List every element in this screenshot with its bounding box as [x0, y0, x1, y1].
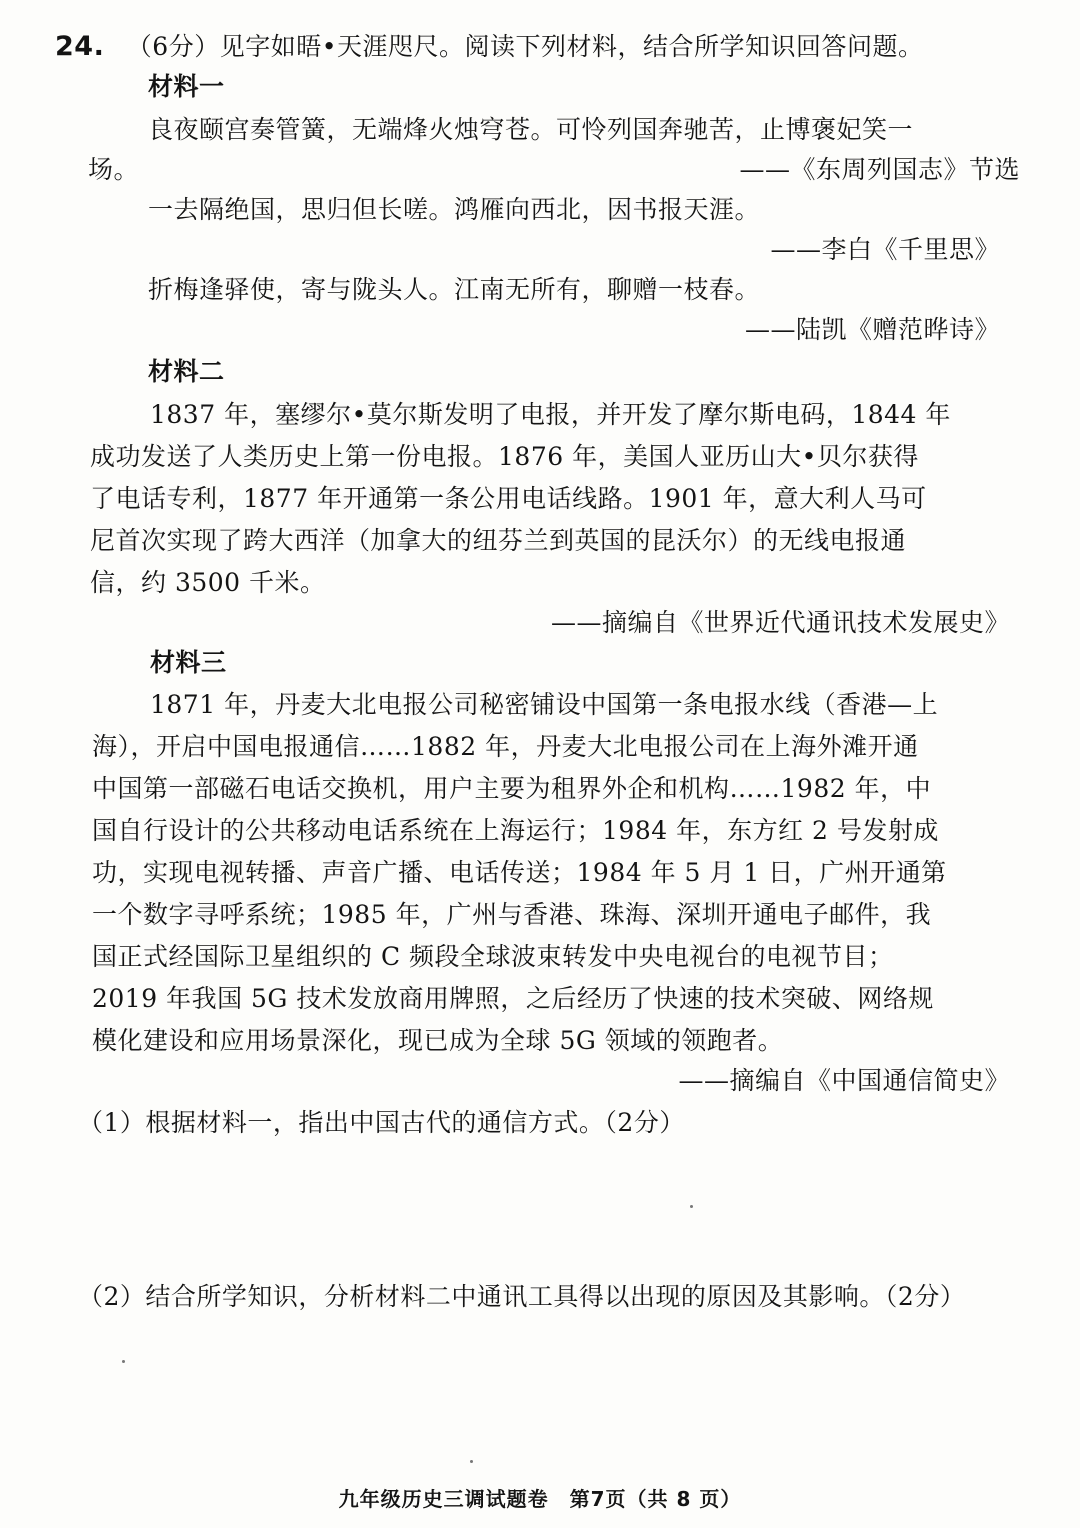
material1-poem2: 一去隔绝国，思归但长嗟。鸿雁向西北，因书报天涯。	[148, 195, 761, 224]
material1-poem1-line2: 场。	[88, 155, 140, 184]
page-footer: 九年级历史三调试题卷 第7页（共 8 页）	[338, 1487, 742, 1511]
material2-line: 成功发送了人类历史上第一份电报。1876 年，美国人亚历山大•贝尔获得	[90, 442, 919, 471]
question-number: 24.	[55, 31, 105, 62]
material3-source: ——摘编自《中国通信简史》	[678, 1066, 1010, 1095]
material1-poem3-source: ——陆凯《赠范晔诗》	[744, 315, 1000, 344]
material1-poem1-source: ——《东周列国志》节选	[739, 155, 1020, 184]
material2-line: 信，约 3500 千米。	[90, 568, 326, 597]
material3-line: 国正式经国际卫星组织的 C 频段全球波束转发中央电视台的电视节目；	[92, 942, 894, 971]
scan-speck	[122, 1360, 125, 1363]
material3-line: 海），开启中国电报通信……1882 年，丹麦大北电报公司在上海外滩开通	[92, 732, 919, 761]
material3-heading: 材料三	[150, 648, 227, 677]
material3-line: 中国第一部磁石电话交换机，用户主要为租界外企和机构……1982 年，中	[92, 774, 932, 803]
material1-poem1-line1: 良夜颐宫奏管簧，无端烽火烛穹苍。可怜列国奔驰苦，止博褒妃笑一	[148, 115, 914, 144]
material2-line: 1837 年，塞缪尔•莫尔斯发明了电报，并开发了摩尔斯电码，1844 年	[150, 400, 951, 429]
material3-line: 1871 年，丹麦大北电报公司秘密铺设中国第一条电报水线（香港—上	[150, 690, 939, 719]
material2-heading: 材料二	[148, 357, 225, 386]
material1-poem3: 折梅逢驿使，寄与陇头人。江南无所有，聊赠一枝春。	[148, 275, 761, 304]
material2-line: 了电话专利，1877 年开通第一条公用电话线路。1901 年，意大利人马可	[90, 484, 927, 513]
scan-speck	[470, 1460, 473, 1463]
material3-line: 国自行设计的公共移动电话系统在上海运行；1984 年，东方红 2 号发射成	[92, 816, 939, 845]
material3-line: 2019 年我国 5G 技术发放商用牌照，之后经历了快速的技术突破、网络规	[92, 984, 934, 1013]
question-intro: （6分）见字如晤•天涯咫尺。阅读下列材料，结合所学知识回答问题。	[126, 32, 924, 61]
question-header	[55, 30, 923, 64]
material2-line: 尼首次实现了跨大西洋（加拿大的纽芬兰到英国的昆沃尔）的无线电报通	[90, 526, 907, 555]
subquestion-2: （2）结合所学知识，分析材料二中通讯工具得以出现的原因及其影响。（2分）	[78, 1282, 966, 1311]
material2-source: ——摘编自《世界近代通讯技术发展史》	[550, 608, 1010, 637]
subquestion-1: （1）根据材料一，指出中国古代的通信方式。（2分）	[78, 1108, 685, 1137]
material1-heading: 材料一	[148, 72, 225, 101]
material1-poem2-source: ——李白《千里思》	[770, 235, 1000, 264]
material3-line: 一个数字寻呼系统；1985 年，广州与香港、珠海、深圳开通电子邮件，我	[92, 900, 932, 929]
material3-line: 功，实现电视转播、声音广播、电话传送；1984 年 5 月 1 日，广州开通第	[92, 858, 947, 887]
scan-speck	[690, 1205, 693, 1208]
material3-line: 模化建设和应用场景深化，现已成为全球 5G 领域的领跑者。	[92, 1026, 784, 1055]
